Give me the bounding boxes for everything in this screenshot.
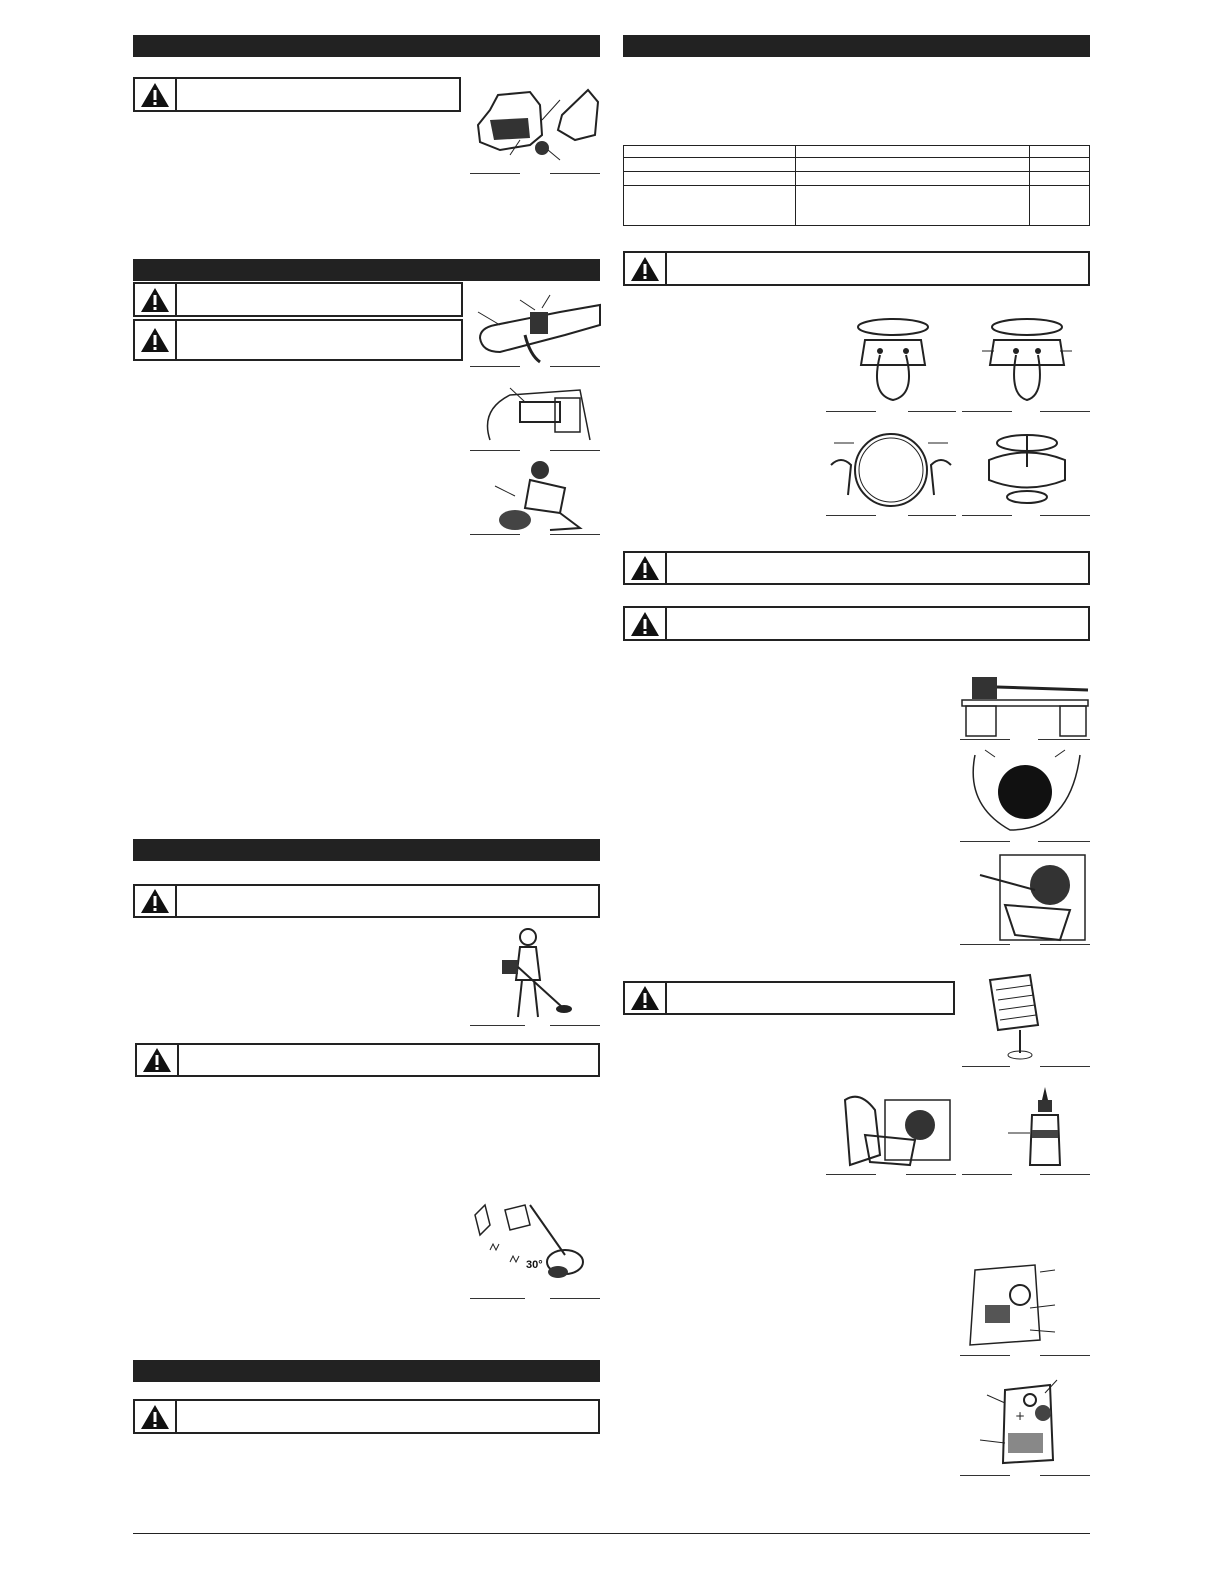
standing-operator-figure	[490, 925, 602, 1027]
svg-text:+: +	[1015, 1409, 1026, 1423]
figure-caption-rule	[960, 1355, 1010, 1356]
trimmer-head-figure-c	[964, 425, 1090, 517]
trim-angle-label: 30°	[526, 1259, 543, 1271]
figure-caption-rule	[960, 1475, 1010, 1476]
engine-detail-figure	[470, 380, 602, 452]
warning-box	[623, 551, 1090, 585]
warning-triangle-icon	[625, 253, 667, 284]
kneeling-operator-figure	[470, 458, 602, 536]
figure-caption-rule	[470, 534, 520, 535]
carburetor-figure	[960, 1260, 1090, 1356]
figure-caption-rule	[470, 1025, 525, 1026]
filter-oiling-figure	[825, 1080, 955, 1176]
engine-closeup-figure	[960, 850, 1090, 946]
figure-caption-rule	[908, 515, 956, 516]
filter-opening-figure	[960, 745, 1090, 843]
figure-caption-rule	[962, 1174, 1012, 1175]
figure-caption-rule	[550, 1025, 600, 1026]
figure-caption-rule	[908, 411, 956, 412]
figure-caption-rule	[470, 1298, 525, 1299]
warning-triangle-icon	[135, 321, 177, 359]
fuel-tank-figure	[470, 80, 602, 175]
specification-table	[623, 145, 1090, 226]
figure-caption-rule	[826, 1174, 876, 1175]
table-row	[624, 172, 1090, 186]
section-header-bar	[133, 259, 600, 281]
trimmer-line-loop-figure	[826, 425, 956, 517]
air-filter-figure	[980, 965, 1060, 1067]
trimmer-head-figure-b	[964, 315, 1090, 413]
figure-caption-rule	[960, 841, 1010, 842]
figure-caption-rule	[550, 366, 600, 367]
figure-caption-rule	[550, 450, 600, 451]
figure-caption-rule	[1040, 944, 1090, 945]
figure-caption-rule	[1040, 1475, 1090, 1476]
trimmer-on-bench-figure	[960, 665, 1090, 741]
section-header-bar	[133, 35, 600, 57]
warning-box	[133, 319, 463, 361]
figure-caption-rule	[470, 450, 520, 451]
warning-triangle-icon	[135, 79, 177, 110]
figure-caption-rule	[826, 515, 876, 516]
figure-caption-rule	[550, 1298, 600, 1299]
warning-triangle-icon	[625, 983, 667, 1013]
figure-caption-rule	[470, 366, 520, 367]
figure-caption-rule	[960, 739, 1010, 740]
warning-box	[623, 251, 1090, 286]
figure-caption-rule	[962, 411, 1012, 412]
figure-caption-rule	[906, 1174, 956, 1175]
warning-box	[133, 77, 461, 112]
figure-caption-rule	[470, 173, 520, 174]
figure-caption-rule	[550, 534, 600, 535]
figure-caption-rule	[960, 944, 1010, 945]
figure-caption-rule	[1040, 1174, 1090, 1175]
warning-triangle-icon	[135, 1401, 177, 1432]
section-header-bar	[133, 839, 600, 861]
warning-triangle-icon	[135, 284, 177, 315]
throttle-handle-figure	[470, 290, 602, 368]
warning-triangle-icon	[135, 886, 177, 916]
warning-box	[133, 1399, 600, 1434]
figure-caption-rule	[1040, 515, 1090, 516]
trimmer-head-figure-a	[830, 315, 956, 413]
figure-caption-rule	[1038, 739, 1090, 740]
figure-caption-rule	[962, 1066, 1010, 1067]
section-header-bar	[623, 35, 1090, 57]
warning-box	[623, 981, 955, 1015]
warning-triangle-icon	[137, 1045, 179, 1075]
oil-bottle-figure	[1000, 1085, 1090, 1175]
warning-triangle-icon	[625, 553, 667, 583]
figure-caption-rule	[1040, 1355, 1090, 1356]
warning-box	[133, 282, 463, 317]
figure-caption-rule	[962, 515, 1012, 516]
figure-caption-rule	[1040, 1066, 1090, 1067]
figure-caption-rule	[826, 411, 876, 412]
figure-caption-rule	[550, 173, 600, 174]
table-row	[624, 146, 1090, 158]
footer-rule	[133, 1533, 1090, 1534]
warning-box	[133, 884, 600, 918]
carburetor-adjustment-figure	[975, 1375, 1075, 1475]
figure-caption-rule	[1040, 411, 1090, 412]
table-row	[624, 158, 1090, 172]
trimming-angle-figure	[470, 1200, 602, 1300]
section-header-bar	[133, 1360, 600, 1382]
table-row	[624, 186, 1090, 226]
warning-box	[135, 1043, 600, 1077]
warning-box	[623, 606, 1090, 641]
figure-caption-rule	[1038, 841, 1090, 842]
warning-triangle-icon	[625, 608, 667, 639]
